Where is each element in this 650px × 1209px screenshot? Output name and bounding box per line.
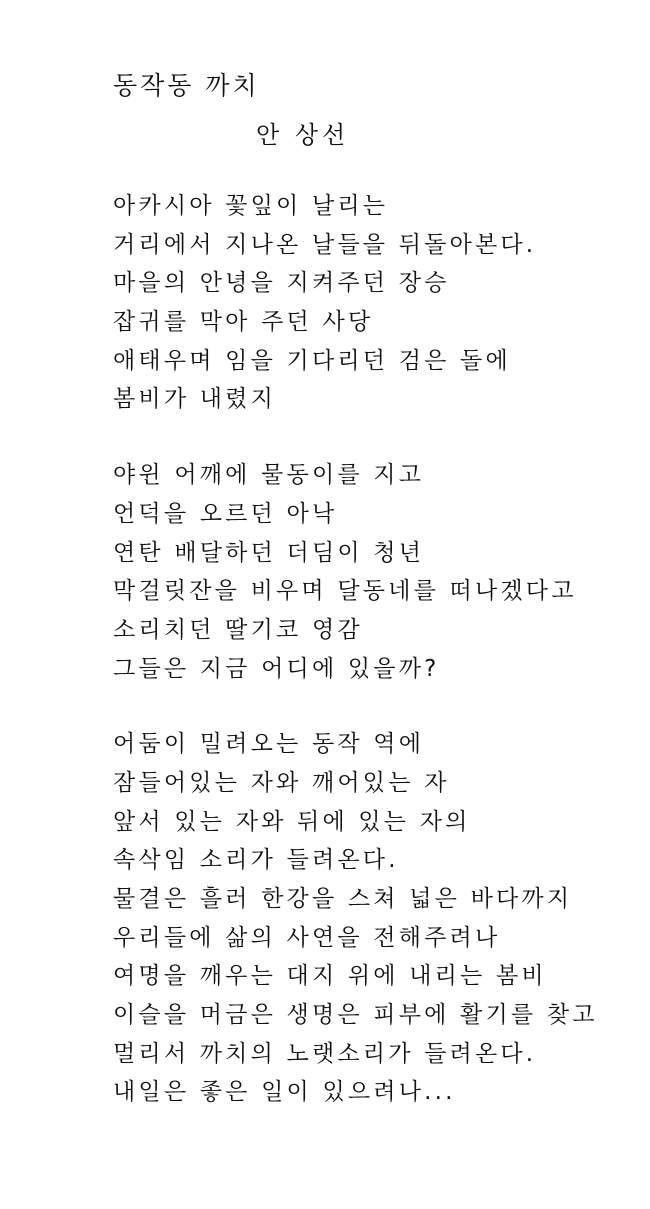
poem-line: 아카시아 꽃잎이 날리는 [113, 193, 389, 219]
poem-line: 막걸릿잔을 비우며 달동네를 떠나겠다고 [113, 578, 577, 605]
poem-line: 봄비가 내렸지 [113, 386, 277, 413]
poem-line: 물결은 흘러 한강을 스쳐 넓은 바다까지 [113, 886, 573, 912]
poem-line: 앞서 있는 자와 뒤에 있는 자의 [113, 808, 471, 835]
stanza-2 [113, 456, 633, 688]
poem-line: 애태우며 임을 기다리던 검은 돌에 [113, 347, 511, 374]
poem-title: 동작동 까치 [113, 71, 260, 100]
poem-line: 마을의 안녕을 지켜주던 장승 [113, 270, 450, 297]
stanza-1 [113, 187, 633, 419]
poem-line: 야윈 어깨에 물동이를 지고 [113, 462, 425, 489]
poem-line: 여명을 깨우는 대지 위에 내리는 봄비 [113, 963, 547, 990]
poem-line: 어둠이 밀려오는 동작 역에 [113, 731, 425, 758]
poem-line: 소리치던 딸기코 영감 [113, 616, 363, 643]
poem-line: 내일은 좋은 일이 있으려나... [113, 1079, 456, 1106]
poem-line: 이슬을 머금은 생명은 피부에 활기를 찾고 [113, 1002, 598, 1029]
poem-line: 멀리서 까치의 노랫소리가 들려온다. [113, 1040, 537, 1067]
poem-line: 언덕을 오르던 아낙 [113, 500, 338, 527]
poem-line: 잡귀를 막아 주던 사당 [113, 309, 374, 336]
poem-line: 잠들어있는 자와 깨어있는 자 [113, 769, 450, 796]
poem-author: 안 상선 [256, 121, 350, 149]
stanza-3 [113, 725, 633, 1112]
poem-body [113, 187, 633, 1149]
poem-line: 그들은 지금 어디에 있을까? [113, 655, 440, 682]
poem-line: 거리에서 지나온 날들을 뒤돌아본다. [113, 231, 537, 258]
poem-line: 우리들에 삶의 사연을 전해주려나 [113, 924, 501, 951]
poem-line: 연탄 배달하던 더딤이 청년 [113, 539, 425, 566]
poem-line: 속삭임 소리가 들려온다. [113, 847, 399, 874]
